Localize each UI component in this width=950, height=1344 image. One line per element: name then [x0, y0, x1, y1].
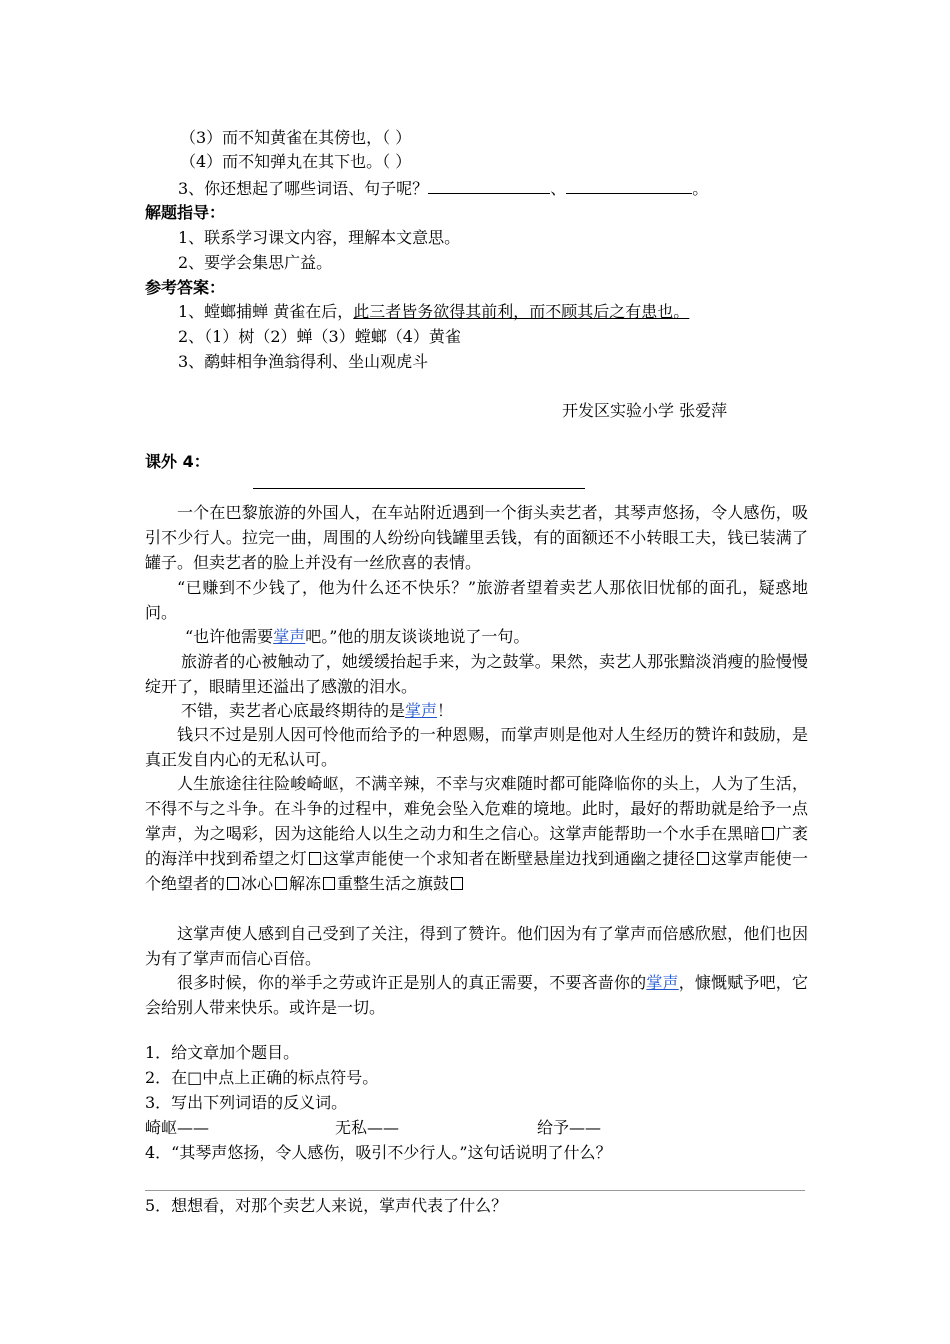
guide-heading: 解题指导：	[145, 203, 226, 222]
answer-blank[interactable]	[566, 177, 692, 194]
answer-3: 3、鹬蚌相争渔翁得利、坐山观虎斗	[178, 352, 429, 371]
answer-blank[interactable]	[428, 177, 550, 194]
punctuation-box[interactable]	[697, 852, 709, 865]
story-paragraph-9: 很多时候，你的举手之劳或许正是别人的真正需要，不要吝啬你的掌声，慷慨赋予吧，它会给别人带来快乐。或许是一切。	[145, 973, 808, 1017]
author-credit: 开发区实验小学 张爱萍	[562, 401, 728, 420]
applause-link[interactable]: 掌声	[273, 627, 306, 646]
guide-item: 2、要学会集思广益。	[178, 253, 333, 272]
story-paragraph-4: 旅游者的心被触动了，她缓缓抬起手来，为之鼓掌。果然，卖艺人那张黯淡消瘦的脸慢慢绽开了，眼睛里还溢出了感激的泪水。	[145, 652, 808, 696]
story-paragraph-7: 人生旅途往往险峻崎岖，不满辛辣，不幸与灾难随时都可能降临你的头上，人为了生活，不得不与之斗争。在斗争的过程中，难免会坠入危难的境地。此时，最好的帮助就是给予一点掌声，为之喝彩，因为这能给人以生之动力和生之信心。这掌声能帮助一个水手在黑暗 广袤的海洋中找到希望之灯 这掌声能使一个求知者在断壁悬崖边找到通幽之捷径 这掌声能使一个绝望者的 冰心 解冻 重整生活之旗鼓	[145, 774, 808, 893]
top-question-4: （4）而不知弹丸在其下也。（ ）	[180, 152, 412, 171]
story-paragraph-5: 不错，卖艺者心底最终期待的是掌声！	[181, 701, 454, 720]
extend-prompt: 3、你还想起了哪些词语、句子呢？	[178, 179, 429, 198]
question-4: 4．“其琴声悠扬，令人感伤，吸引不少行人。”这句话说明了什么？	[145, 1143, 612, 1162]
top-question-3: （3）而不知黄雀在其傍也，（ ）	[180, 128, 412, 147]
applause-link[interactable]: 掌声	[646, 973, 679, 992]
punctuation-box[interactable]	[275, 877, 287, 890]
question-3: 3．写出下列词语的反义词。	[145, 1093, 348, 1112]
antonym-word-3: 给予——	[537, 1118, 602, 1137]
question-2: 2．在□中点上正确的标点符号。	[145, 1068, 379, 1087]
top-question-extend: 3、你还想起了哪些词语、句子呢？ 、 。	[178, 179, 709, 198]
applause-link[interactable]: 掌声	[405, 701, 438, 720]
antonym-word-1: 崎岖——	[145, 1118, 210, 1137]
answer-1: 1、螳螂捕蝉 黄雀在后，此三者皆务欲得其前利，而不顾其后之有患也。	[178, 302, 690, 321]
story-paragraph-1: 一个在巴黎旅游的外国人，在车站附近遇到一个街头卖艺者，其琴声悠扬，令人感伤，吸引不少行人。拉完一曲，周围的人纷纷向钱罐里丢钱，有的面额还不小转眼工夫，钱已装满了罐子。但卖艺者的脸上并没有一丝欣喜的表情。	[145, 503, 808, 572]
answer-line[interactable]	[145, 1190, 805, 1191]
story-paragraph-8: 这掌声使人感到自己受到了关注，得到了赞许。他们因为有了掌声而倍感欣慰，他们也因为有了掌声而信心百倍。	[145, 924, 808, 968]
answer-1-underlined: 此三者皆务欲得其前利，而不顾其后之有患也。	[353, 302, 690, 321]
story-paragraph-2: “已赚到不少钱了，他为什么还不快乐？”旅游者望着卖艺人那依旧忧郁的面孔，疑惑地问。	[145, 578, 808, 622]
question-1: 1．给文章加个题目。	[145, 1043, 300, 1062]
answer-2: 2、（1）树（2）蝉（3）螳螂（4）黄雀	[178, 327, 461, 346]
punctuation-box[interactable]	[227, 877, 239, 890]
guide-item: 1、联系学习课文内容，理解本文意思。	[178, 228, 461, 247]
answers-heading: 参考答案：	[145, 278, 226, 297]
story-paragraph-6: 钱只不过是别人因可怜他而给予的一种恩赐，而掌声则是他对人生经历的赞许和鼓励，是真正发自内心的无私认可。	[145, 725, 808, 769]
punctuation-box[interactable]	[762, 827, 774, 840]
punctuation-box[interactable]	[451, 877, 463, 890]
question-5: 5．想想看，对那个卖艺人来说，掌声代表了什么？	[145, 1196, 508, 1215]
punctuation-box[interactable]	[323, 877, 335, 890]
story-paragraph-3: “也许他需要掌声吧。”他的朋友谈谈地说了一句。	[185, 627, 530, 646]
section-title: 课外 4：	[145, 452, 210, 471]
title-blank-line[interactable]	[253, 488, 585, 489]
antonym-word-2: 无私——	[335, 1118, 400, 1137]
punctuation-box[interactable]	[309, 852, 321, 865]
